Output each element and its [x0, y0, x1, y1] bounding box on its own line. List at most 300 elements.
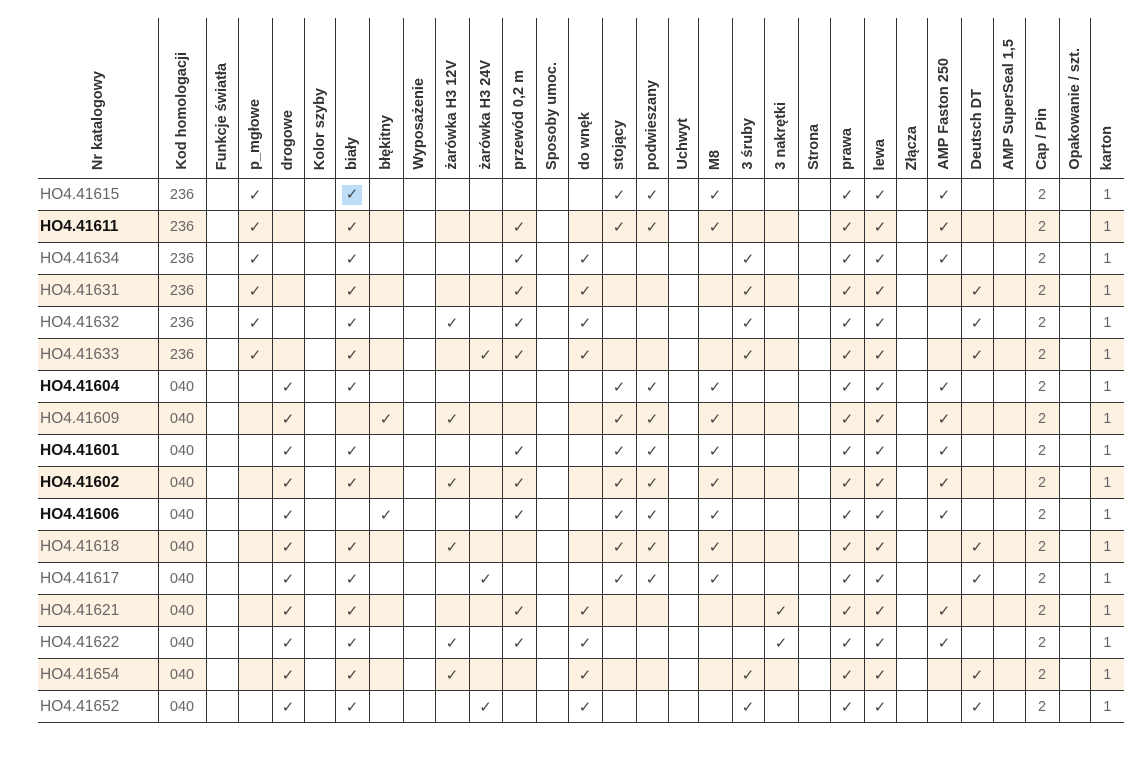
cell-amp-superseal-1-5	[993, 339, 1025, 371]
cell-deutsch-dt	[961, 467, 993, 499]
cell-kolor-szyby	[304, 307, 335, 339]
table-row	[38, 211, 1124, 243]
cell-zlacza	[896, 403, 927, 435]
cell-zarowka-h3-12v	[435, 659, 469, 691]
cell-kolor-szyby	[304, 467, 335, 499]
packaging-cell: 1	[1090, 179, 1124, 211]
cell-zarowka-h3-24v	[469, 243, 502, 275]
cell-amp-faston-250	[927, 275, 961, 307]
homologation-code-cell: 236	[158, 243, 206, 275]
cap-pin-cell: 2	[1025, 659, 1059, 691]
checkmark-icon: ✓	[345, 250, 359, 268]
checkmark-icon: ✓	[578, 314, 592, 332]
cell-deutsch-dt	[961, 435, 993, 467]
packaging-cell: 1	[1090, 275, 1124, 307]
checkmark-icon: ✓	[741, 346, 755, 364]
cell-bialy	[335, 275, 369, 307]
cell-stojacy	[602, 307, 636, 339]
cell-prawa	[830, 467, 864, 499]
cell-bialy	[335, 627, 369, 659]
checkmark-icon: ✓	[840, 506, 854, 524]
header-label: żarówka H3 12V	[444, 60, 460, 170]
cell-funkcje-swiatla	[206, 627, 238, 659]
cell-stojacy	[602, 659, 636, 691]
checkmark-icon: ✓	[970, 538, 984, 556]
cell-drogowe	[272, 275, 304, 307]
cell-opakowanie-szt	[1059, 307, 1090, 339]
cell-3-sruby	[732, 275, 764, 307]
cell-przewod-0-2-m	[502, 531, 536, 563]
header-amp-faston-250	[927, 18, 961, 179]
homologation-code-cell: 040	[158, 499, 206, 531]
cell-zarowka-h3-12v	[435, 403, 469, 435]
cell-deutsch-dt	[961, 179, 993, 211]
checkmark-icon: ✓	[970, 570, 984, 588]
cell-bialy	[335, 467, 369, 499]
header-cap-pin	[1025, 18, 1059, 179]
cell-kolor-szyby	[304, 659, 335, 691]
checkmark-icon: ✓	[645, 186, 659, 204]
cell-zarowka-h3-12v	[435, 243, 469, 275]
cell-podwieszany	[636, 403, 668, 435]
packaging-cell: 1	[1090, 371, 1124, 403]
checkmark-icon: ✓	[281, 442, 295, 460]
cell-sposoby-umoc	[536, 371, 568, 403]
cell-strona	[798, 243, 830, 275]
cell-amp-superseal-1-5	[993, 467, 1025, 499]
cell-amp-superseal-1-5	[993, 627, 1025, 659]
cell-blekitny	[369, 211, 403, 243]
cell-wyposazenie	[403, 243, 435, 275]
cell-bialy	[335, 371, 369, 403]
cell-3-sruby	[732, 339, 764, 371]
cell-3-nakretki	[764, 499, 798, 531]
cell-funkcje-swiatla	[206, 307, 238, 339]
cell-amp-superseal-1-5	[993, 595, 1025, 627]
cell-amp-superseal-1-5	[993, 691, 1025, 723]
cell-podwieszany	[636, 531, 668, 563]
table-row	[38, 531, 1124, 563]
cap-pin-cell: 2	[1025, 691, 1059, 723]
header-label: Kod homologacji	[174, 52, 190, 170]
cell-wyposazenie	[403, 403, 435, 435]
cell-strona	[798, 211, 830, 243]
header-opakowanie-szt	[1059, 18, 1090, 179]
cell-m8	[698, 627, 732, 659]
cell-3-sruby	[732, 371, 764, 403]
checkmark-icon: ✓	[578, 346, 592, 364]
header-zarowka-h3-24v	[469, 18, 502, 179]
cell-opakowanie-szt	[1059, 211, 1090, 243]
cell-prawa	[830, 595, 864, 627]
checkmark-icon: ✓	[937, 634, 951, 652]
cap-pin-cell: 2	[1025, 563, 1059, 595]
catalog-number-cell: HO4.41631	[38, 275, 158, 307]
checkmark-icon: ✓	[774, 634, 788, 652]
checkmark-icon: ✓	[708, 538, 722, 556]
homologation-code-cell: 040	[158, 691, 206, 723]
cell-stojacy	[602, 435, 636, 467]
cell-podwieszany	[636, 595, 668, 627]
cell-opakowanie-szt	[1059, 435, 1090, 467]
header-wyposazenie	[403, 18, 435, 179]
homologation-code-cell: 040	[158, 627, 206, 659]
header-bialy	[335, 18, 369, 179]
checkmark-icon: ✓	[970, 698, 984, 716]
cell-amp-faston-250	[927, 339, 961, 371]
cell-zarowka-h3-24v	[469, 371, 502, 403]
cell-przewod-0-2-m	[502, 627, 536, 659]
cell-zlacza	[896, 627, 927, 659]
cell-amp-faston-250	[927, 563, 961, 595]
cell-bialy	[335, 243, 369, 275]
cell-strona	[798, 563, 830, 595]
cell-bialy	[335, 435, 369, 467]
cell-sposoby-umoc	[536, 563, 568, 595]
cell-zarowka-h3-24v	[469, 691, 502, 723]
cell-p-mglowe	[238, 627, 272, 659]
cell-przewod-0-2-m	[502, 467, 536, 499]
catalog-number-cell: HO4.41606	[38, 499, 158, 531]
cell-sposoby-umoc	[536, 627, 568, 659]
cell-zarowka-h3-24v	[469, 531, 502, 563]
cell-strona	[798, 499, 830, 531]
cap-pin-cell: 2	[1025, 499, 1059, 531]
checkmark-icon: ✓	[873, 570, 887, 588]
cell-drogowe	[272, 211, 304, 243]
homologation-code-cell: 040	[158, 435, 206, 467]
cell-3-nakretki	[764, 243, 798, 275]
checkmark-icon: ✓	[645, 442, 659, 460]
cell-strona	[798, 371, 830, 403]
checkmark-icon: ✓	[645, 410, 659, 428]
cell-3-sruby	[732, 563, 764, 595]
cell-zarowka-h3-12v	[435, 307, 469, 339]
checkmark-icon: ✓	[512, 602, 526, 620]
catalog-number-cell: HO4.41634	[38, 243, 158, 275]
checkmark-icon: ✓	[281, 538, 295, 556]
cell-p-mglowe	[238, 467, 272, 499]
cell-uchwyt	[668, 275, 698, 307]
cell-lewa	[864, 243, 896, 275]
cell-3-nakretki	[764, 467, 798, 499]
cell-prawa	[830, 499, 864, 531]
checkmark-icon: ✓	[248, 314, 262, 332]
checkmark-icon: ✓	[248, 218, 262, 236]
cell-zlacza	[896, 691, 927, 723]
cell-kolor-szyby	[304, 627, 335, 659]
cell-przewod-0-2-m	[502, 211, 536, 243]
cell-zarowka-h3-24v	[469, 595, 502, 627]
cell-wyposazenie	[403, 499, 435, 531]
cell-amp-faston-250	[927, 371, 961, 403]
cell-podwieszany	[636, 211, 668, 243]
cell-p-mglowe	[238, 691, 272, 723]
checkmark-icon: ✓	[612, 474, 626, 492]
cap-pin-cell: 2	[1025, 371, 1059, 403]
cell-strona	[798, 275, 830, 307]
cell-stojacy	[602, 563, 636, 595]
table-row	[38, 307, 1124, 339]
header-do-wnek	[568, 18, 602, 179]
cell-deutsch-dt	[961, 595, 993, 627]
checkmark-icon: ✓	[741, 314, 755, 332]
cell-stojacy	[602, 275, 636, 307]
cell-p-mglowe	[238, 435, 272, 467]
cell-amp-faston-250	[927, 307, 961, 339]
checkmark-icon: ✓	[708, 506, 722, 524]
checkmark-icon: ✓	[708, 570, 722, 588]
cell-blekitny	[369, 307, 403, 339]
header-label: Strona	[806, 124, 822, 170]
cell-zarowka-h3-24v	[469, 403, 502, 435]
checkmark-icon: ✓	[512, 314, 526, 332]
cell-funkcje-swiatla	[206, 371, 238, 403]
catalog-number-cell: HO4.41633	[38, 339, 158, 371]
cell-stojacy	[602, 403, 636, 435]
packaging-cell: 1	[1090, 243, 1124, 275]
cell-przewod-0-2-m	[502, 339, 536, 371]
cell-podwieszany	[636, 659, 668, 691]
homologation-code-cell: 040	[158, 371, 206, 403]
cell-uchwyt	[668, 563, 698, 595]
cell-amp-faston-250	[927, 659, 961, 691]
cell-deutsch-dt	[961, 307, 993, 339]
catalog-number-cell: HO4.41621	[38, 595, 158, 627]
checkmark-icon: ✓	[479, 698, 492, 716]
cell-3-nakretki	[764, 211, 798, 243]
cell-przewod-0-2-m	[502, 659, 536, 691]
cell-3-nakretki	[764, 563, 798, 595]
cell-3-nakretki	[764, 435, 798, 467]
checkmark-icon: ✓	[873, 378, 887, 396]
cell-amp-faston-250	[927, 403, 961, 435]
table-row	[38, 339, 1124, 371]
cap-pin-cell: 2	[1025, 179, 1059, 211]
cell-stojacy	[602, 691, 636, 723]
cell-p-mglowe	[238, 595, 272, 627]
checkmark-icon: ✓	[840, 570, 854, 588]
checkmark-icon: ✓	[645, 538, 659, 556]
cell-amp-faston-250	[927, 595, 961, 627]
checkmark-icon: ✓	[873, 634, 887, 652]
table-row	[38, 499, 1124, 531]
cell-3-sruby	[732, 531, 764, 563]
cell-amp-superseal-1-5	[993, 563, 1025, 595]
checkmark-icon: ✓	[345, 218, 359, 236]
checkmark-icon: ✓	[512, 634, 526, 652]
cell-prawa	[830, 403, 864, 435]
cell-do-wnek	[568, 339, 602, 371]
cell-3-sruby	[732, 435, 764, 467]
cell-drogowe	[272, 627, 304, 659]
checkmark-icon: ✓	[937, 186, 951, 204]
cell-stojacy	[602, 211, 636, 243]
header-label: Wyposażenie	[411, 78, 427, 170]
checkmark-icon: ✓	[645, 218, 659, 236]
checkmark-icon: ✓	[578, 282, 592, 300]
checkmark-icon: ✓	[741, 666, 755, 684]
checkmark-icon: ✓	[840, 634, 854, 652]
cell-strona	[798, 627, 830, 659]
cell-m8	[698, 339, 732, 371]
cell-sposoby-umoc	[536, 435, 568, 467]
cell-blekitny	[369, 339, 403, 371]
cell-blekitny	[369, 403, 403, 435]
cell-deutsch-dt	[961, 531, 993, 563]
checkmark-icon: ✓	[708, 410, 722, 428]
cell-podwieszany	[636, 339, 668, 371]
cell-prawa	[830, 659, 864, 691]
table-row	[38, 243, 1124, 275]
cell-prawa	[830, 339, 864, 371]
checkmark-icon: ✓	[578, 666, 592, 684]
checkmark-icon: ✓	[840, 410, 854, 428]
homologation-code-cell: 236	[158, 307, 206, 339]
header-blekitny	[369, 18, 403, 179]
cell-deutsch-dt	[961, 275, 993, 307]
cell-do-wnek	[568, 531, 602, 563]
cell-prawa	[830, 691, 864, 723]
checkmark-icon: ✓	[345, 570, 359, 588]
checkmark-icon: ✓	[873, 538, 887, 556]
cell-bialy	[335, 595, 369, 627]
checkmark-icon: ✓	[937, 442, 951, 460]
cell-zarowka-h3-12v	[435, 595, 469, 627]
cell-stojacy	[602, 595, 636, 627]
cell-amp-faston-250	[927, 243, 961, 275]
cell-drogowe	[272, 467, 304, 499]
packaging-cell: 1	[1090, 531, 1124, 563]
cell-strona	[798, 467, 830, 499]
cell-do-wnek	[568, 563, 602, 595]
header-sposoby-umoc	[536, 18, 568, 179]
cell-bialy	[335, 403, 369, 435]
packaging-cell: 1	[1090, 403, 1124, 435]
checkmark-icon: ✓	[873, 506, 887, 524]
cell-deutsch-dt	[961, 339, 993, 371]
cell-deutsch-dt	[961, 403, 993, 435]
cell-prawa	[830, 243, 864, 275]
checkmark-icon: ✓	[379, 410, 393, 428]
checkmark-icon: ✓	[612, 570, 626, 588]
cell-funkcje-swiatla	[206, 243, 238, 275]
cell-blekitny	[369, 691, 403, 723]
checkmark-icon: ✓	[970, 282, 984, 300]
cell-3-sruby	[732, 307, 764, 339]
cell-lewa	[864, 275, 896, 307]
header-label: Funkcje światła	[214, 62, 230, 170]
catalog-number-cell: HO4.41632	[38, 307, 158, 339]
packaging-cell: 1	[1090, 499, 1124, 531]
cell-amp-superseal-1-5	[993, 403, 1025, 435]
cell-prawa	[830, 211, 864, 243]
checkmark-icon: ✓	[937, 410, 951, 428]
cell-drogowe	[272, 403, 304, 435]
cell-sposoby-umoc	[536, 211, 568, 243]
homologation-code-cell: 040	[158, 467, 206, 499]
checkmark-icon: ✓	[445, 314, 459, 332]
header-amp-superseal-1-5	[993, 18, 1025, 179]
cell-funkcje-swiatla	[206, 211, 238, 243]
cap-pin-cell: 2	[1025, 595, 1059, 627]
cell-deutsch-dt	[961, 627, 993, 659]
checkmark-icon: ✓	[512, 250, 526, 268]
cell-3-sruby	[732, 691, 764, 723]
checkmark-icon: ✓	[345, 442, 359, 460]
cell-zarowka-h3-12v	[435, 275, 469, 307]
cell-zarowka-h3-24v	[469, 307, 502, 339]
checkmark-icon: ✓	[578, 250, 592, 268]
cell-bialy	[335, 563, 369, 595]
checkmark-icon: ✓	[578, 602, 592, 620]
header-label: p_mgłowe	[247, 99, 263, 170]
cell-blekitny	[369, 243, 403, 275]
cell-opakowanie-szt	[1059, 371, 1090, 403]
cell-lewa	[864, 659, 896, 691]
cell-przewod-0-2-m	[502, 499, 536, 531]
checkmark-icon: ✓	[840, 698, 854, 716]
cell-sposoby-umoc	[536, 275, 568, 307]
cell-bialy	[335, 659, 369, 691]
catalog-number-cell: HO4.41622	[38, 627, 158, 659]
checkmark-icon: ✓	[873, 410, 887, 428]
cell-opakowanie-szt	[1059, 275, 1090, 307]
cell-sposoby-umoc	[536, 403, 568, 435]
cell-uchwyt	[668, 307, 698, 339]
cell-wyposazenie	[403, 371, 435, 403]
cell-zlacza	[896, 371, 927, 403]
cell-blekitny	[369, 275, 403, 307]
header-kod-homologacji	[158, 18, 206, 179]
cell-lewa	[864, 307, 896, 339]
checkmark-icon: ✓	[512, 474, 526, 492]
cell-do-wnek	[568, 467, 602, 499]
cell-stojacy	[602, 371, 636, 403]
header-nr-katalogowy	[38, 18, 158, 179]
checkmark-icon: ✓	[512, 346, 526, 364]
table-row	[38, 467, 1124, 499]
cell-3-sruby	[732, 467, 764, 499]
checkmark-icon: ✓	[612, 378, 626, 396]
cell-3-sruby	[732, 243, 764, 275]
cell-do-wnek	[568, 691, 602, 723]
header-label: 3 śruby	[740, 118, 756, 170]
packaging-cell: 1	[1090, 563, 1124, 595]
header-zlacza	[896, 18, 927, 179]
header-label: drogowe	[280, 109, 296, 170]
cell-p-mglowe	[238, 659, 272, 691]
checkmark-icon: ✓	[708, 474, 722, 492]
checkmark-icon: ✓	[645, 474, 659, 492]
catalog-number-cell: HO4.41618	[38, 531, 158, 563]
cell-podwieszany	[636, 563, 668, 595]
cell-m8	[698, 691, 732, 723]
cell-zarowka-h3-12v	[435, 531, 469, 563]
cell-przewod-0-2-m	[502, 371, 536, 403]
cell-deutsch-dt	[961, 691, 993, 723]
cell-do-wnek	[568, 595, 602, 627]
cell-bialy	[335, 531, 369, 563]
cell-p-mglowe	[238, 499, 272, 531]
cell-funkcje-swiatla	[206, 563, 238, 595]
packaging-cell: 1	[1090, 595, 1124, 627]
cell-lewa	[864, 467, 896, 499]
checkmark-icon: ✓	[937, 602, 951, 620]
cell-m8	[698, 563, 732, 595]
cell-amp-superseal-1-5	[993, 659, 1025, 691]
homologation-code-cell: 040	[158, 403, 206, 435]
